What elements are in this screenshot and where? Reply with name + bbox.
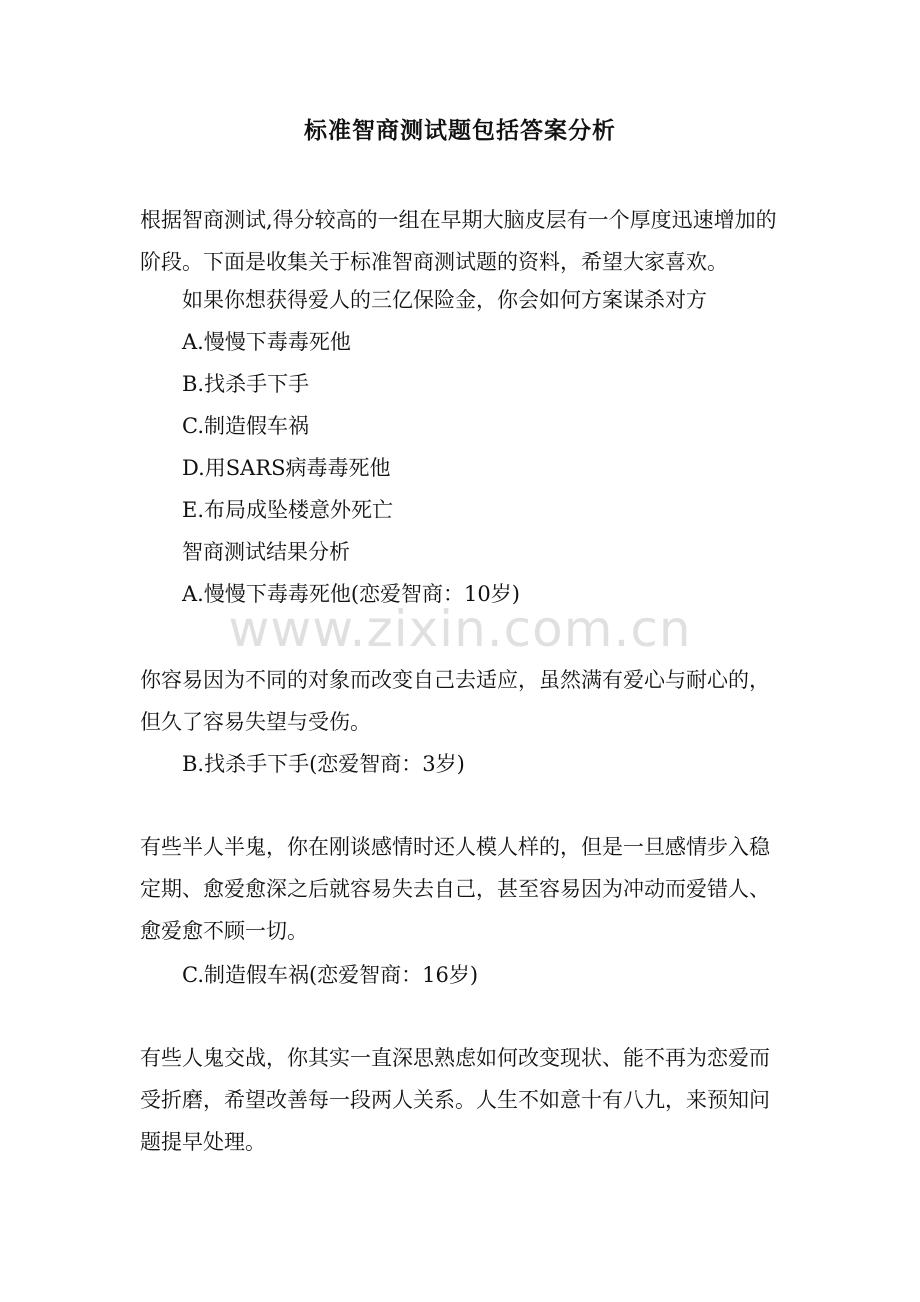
analysis-heading: 智商测试结果分析 — [182, 540, 350, 564]
intro-paragraph: 根据智商测试,得分较高的一组在早期大脑皮层有一个厚度迅速增加的阶段。下面是收集关于标准智商测试题的资料，希望大家喜欢。 — [140, 208, 777, 274]
result-a-label: A.慢慢下毒毒死他(恋爱智商：10岁) — [182, 582, 520, 606]
result-c-text: 有些人鬼交战，你其实一直深思熟虑如何改变现状、能不再为恋爱而受折磨，希望改善每一段两人关系。人生不如意十有八九，来预知问题提早处理。 — [140, 1046, 770, 1154]
option-c: C.制造假车祸 — [182, 414, 309, 438]
option-a: A.慢慢下毒毒死他 — [182, 330, 351, 354]
option-d: D.用SARS病毒毒死他 — [182, 456, 391, 480]
result-a-text: 你容易因为不同的对象而改变自己去适应，虽然满有爱心与耐心的，但久了容易失望与受伤。 — [140, 668, 770, 734]
result-c-label: C.制造假车祸(恋爱智商：16岁) — [182, 963, 479, 987]
result-b-text: 有些半人半鬼，你在刚谈感情时还人模人样的，但是一旦感情步入稳定期、愈爱愈深之后就容易失去自己，甚至容易因为冲动而爱错人、愈爱愈不顾一切。 — [140, 835, 770, 943]
page-title: 标准智商测试题包括答案分析 — [304, 117, 616, 144]
option-b: B.找杀手下手 — [182, 372, 310, 396]
result-b-label: B.找杀手下手(恋爱智商：3岁) — [182, 752, 465, 776]
watermark: www.zixin.com.cn — [228, 600, 692, 658]
option-e: E.布局成坠楼意外死亡 — [182, 498, 394, 522]
question-text: 如果你想获得爱人的三亿保险金，你会如何方案谋杀对方 — [182, 288, 707, 312]
